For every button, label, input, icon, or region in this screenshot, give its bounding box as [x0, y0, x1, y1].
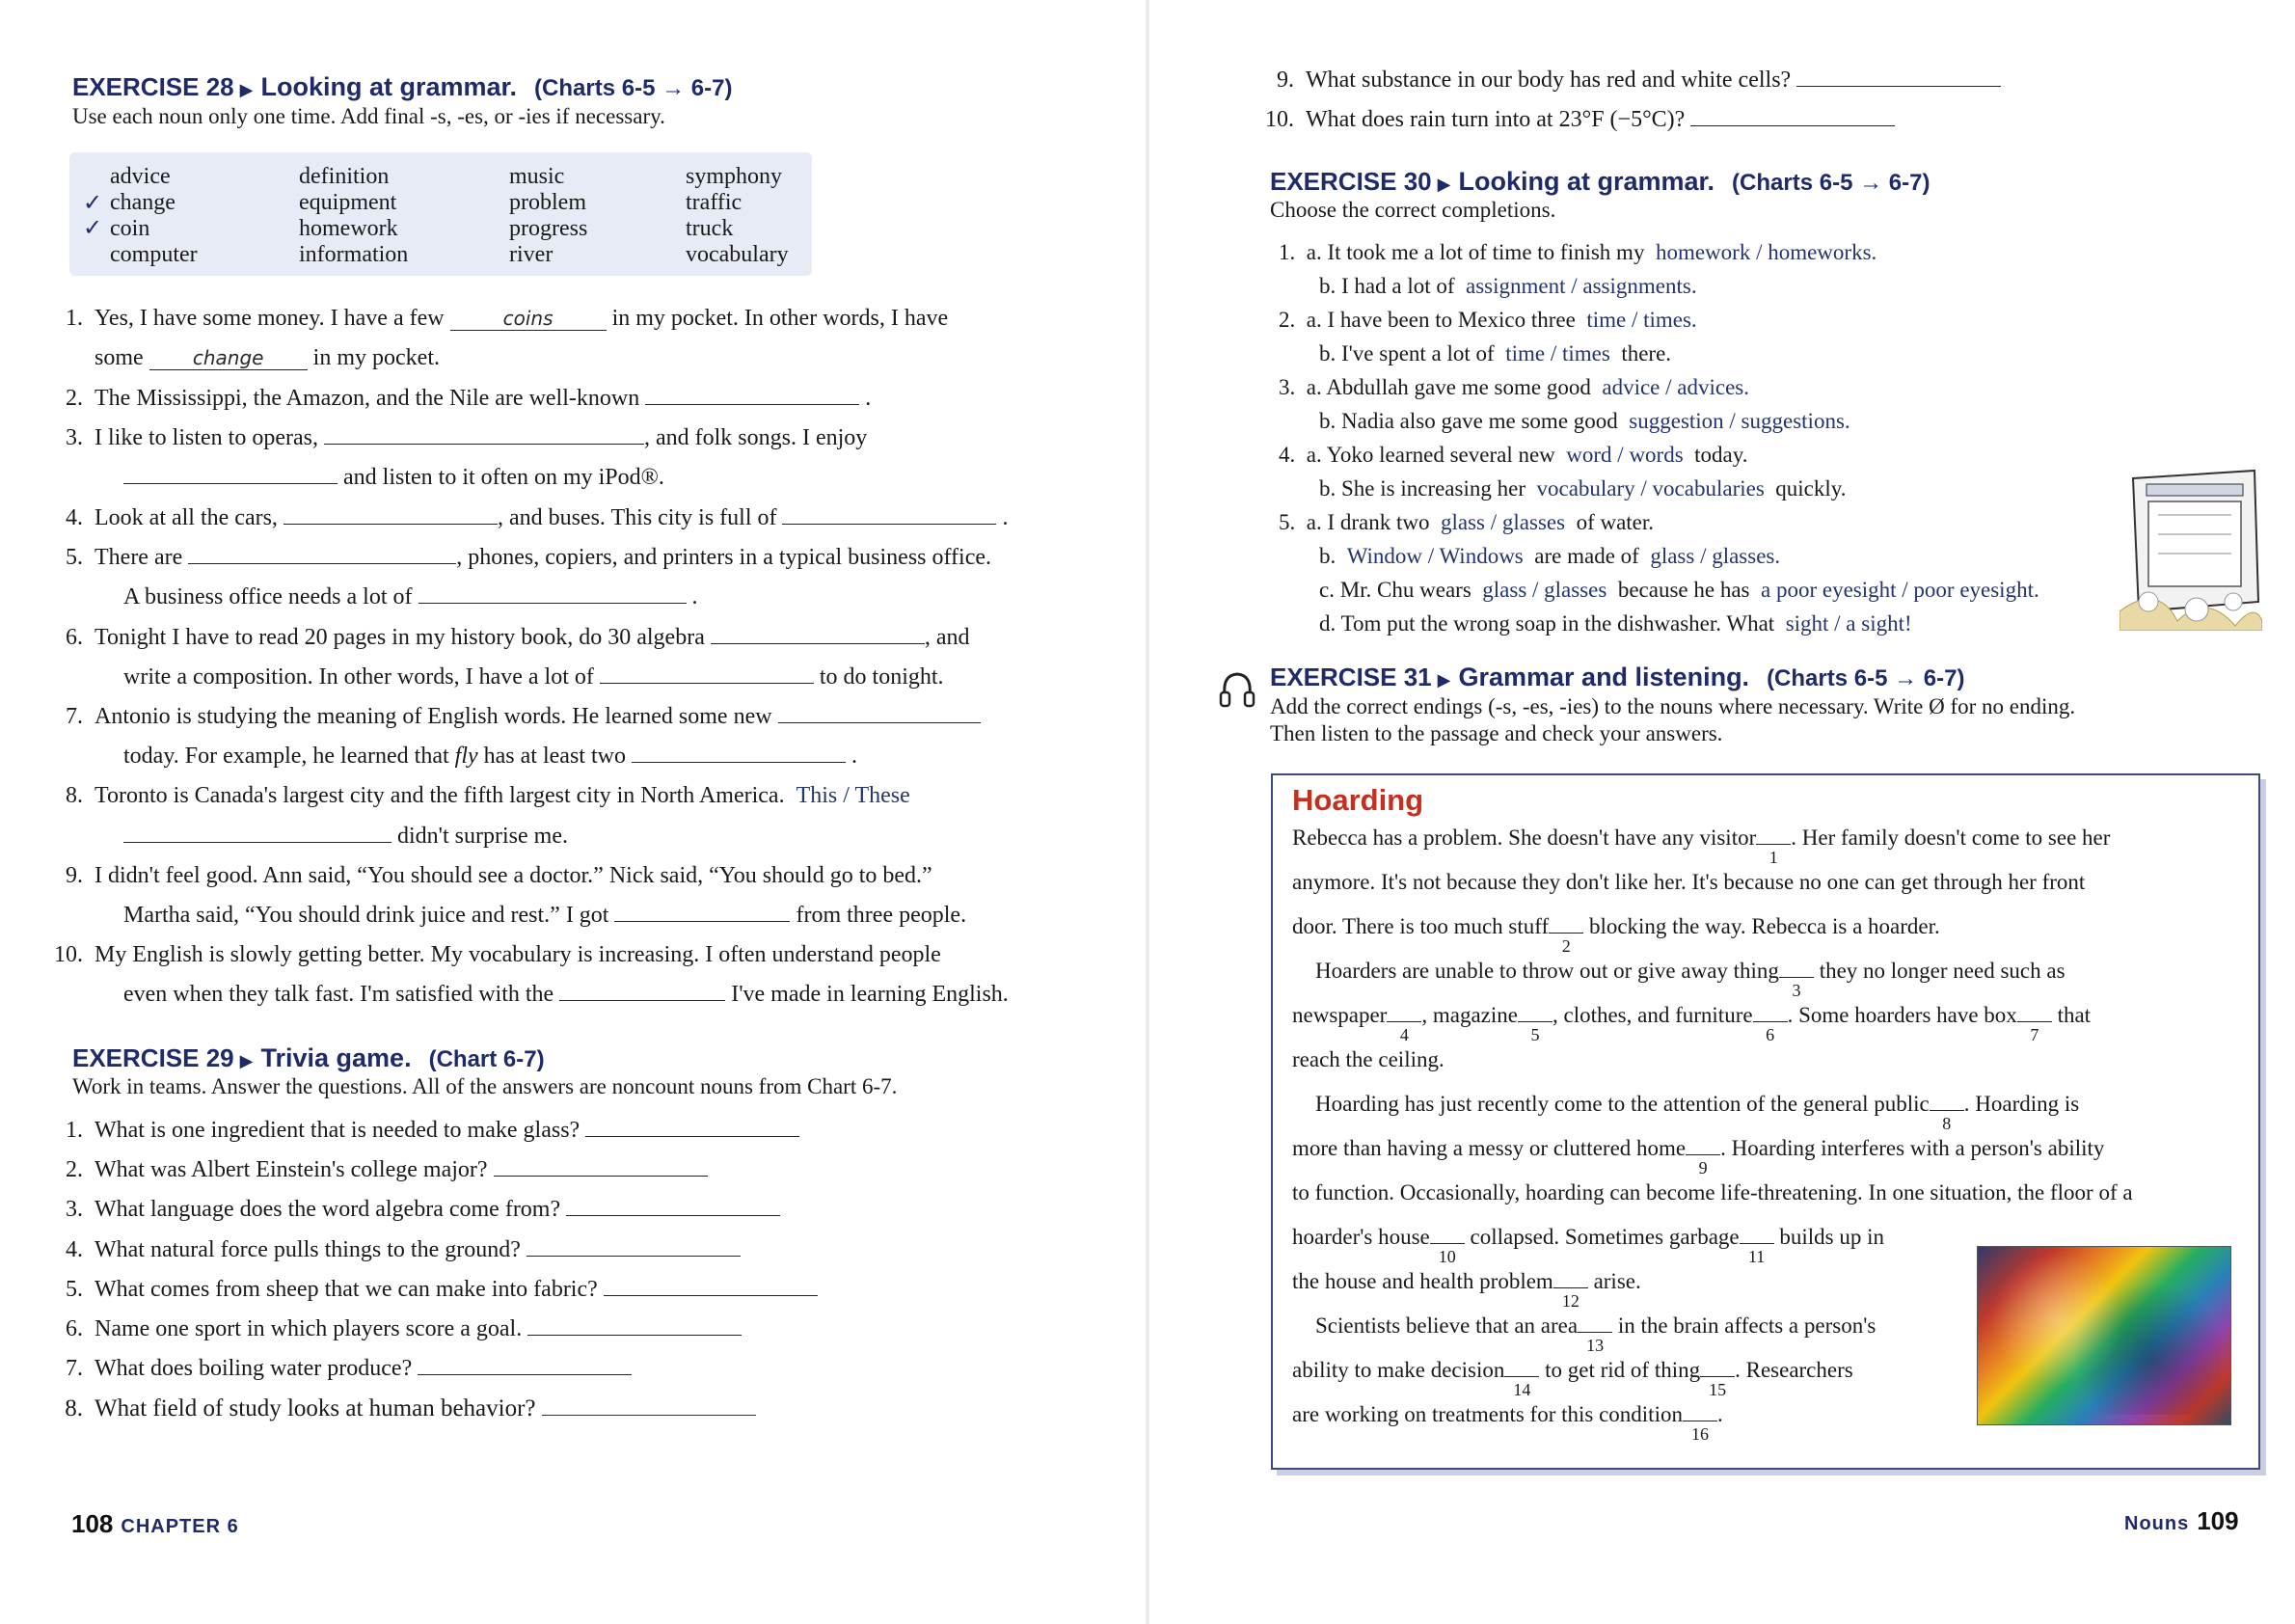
item-text: of water. — [1576, 510, 1655, 534]
page-footer — [2124, 1506, 2239, 1536]
passage-text: . Hoarding interferes with a person's ability — [1720, 1136, 2105, 1160]
exercise-title: Looking at grammar. — [260, 72, 518, 101]
chapter-label: Nouns — [2124, 1513, 2190, 1534]
item-number: 5. — [66, 1277, 83, 1302]
passage-line: reach the ceiling. — [1292, 1047, 1444, 1071]
exercise-29-instruction: Work in teams. Answer the questions. All of the answers are noncount nouns from Chart 6-7. — [72, 1074, 898, 1098]
passage-text: hoarder's house — [1292, 1225, 1430, 1249]
item-number: 10. — [1265, 107, 1294, 132]
trivia-question — [54, 1356, 632, 1382]
exercise-28-item-6-cont — [123, 664, 944, 690]
passage-text: Rebecca has a problem. She doesn't have any visitor — [1292, 826, 1757, 850]
item-text: has at least two — [483, 744, 626, 769]
answer-blank[interactable] — [1387, 1004, 1421, 1044]
answer-blank[interactable] — [645, 387, 859, 405]
word-box-word: coin — [110, 216, 150, 241]
page-footer — [71, 1509, 239, 1539]
answer-blank[interactable] — [566, 1198, 780, 1216]
passage-line — [1292, 1402, 1723, 1444]
exercise-number: EXERCISE 28 — [72, 72, 234, 101]
trivia-question — [1265, 68, 2001, 94]
trivia-question — [1265, 107, 1895, 133]
answer-blank[interactable] — [1549, 915, 1583, 956]
item-number: 3. — [66, 425, 83, 450]
item-text: a. I have been to Mexico three — [1306, 308, 1576, 332]
item-text: What substance in our body has red and white cells? — [1306, 68, 1792, 93]
passage-text: . Her family doesn't come to see her — [1791, 826, 2111, 850]
trivia-question — [54, 1197, 780, 1223]
choice-option[interactable]: word / words — [1566, 443, 1684, 467]
answer-blank[interactable] — [284, 506, 498, 525]
item-text: some — [94, 345, 144, 370]
exercise-28-item-7 — [54, 704, 981, 730]
exercise-charts: (Charts 6-5 → 6-7) — [1767, 665, 1965, 691]
exercise-29-heading — [72, 1043, 545, 1073]
exercise-30-item — [1319, 544, 1780, 569]
passage-text: Scientists believe that an area — [1315, 1313, 1579, 1338]
page-number: 109 — [2197, 1506, 2239, 1535]
passage-text: , magazine — [1421, 1003, 1518, 1027]
word-box-word: change — [110, 190, 176, 215]
blank-number: 5 — [1530, 1025, 1540, 1044]
passage-text: ability to make decision — [1292, 1358, 1505, 1382]
answer-blank[interactable] — [1700, 1359, 1735, 1399]
triangle-icon: ▶ — [239, 80, 254, 99]
passage-title: Hoarding — [1292, 783, 1424, 817]
item-text: What comes from sheep that we can make into fabric? — [94, 1277, 598, 1302]
answer-blank[interactable] — [2017, 1004, 2052, 1044]
answer-blank[interactable] — [1779, 960, 1814, 1000]
item-text: Antonio is studying the meaning of English words. He learned some new — [94, 704, 772, 729]
answer-blank[interactable] — [1753, 1004, 1788, 1044]
answer-blank[interactable] — [1504, 1359, 1539, 1399]
passage-line: anymore. It's not because they don't like her. It's because no one can get through her front — [1292, 870, 2086, 894]
exercise-charts: (Chart 6-7) — [428, 1046, 545, 1072]
item-text: , phones, copiers, and printers in a typical business office. — [456, 545, 992, 570]
blank-number: 11 — [1747, 1247, 1766, 1266]
trivia-question — [54, 1237, 741, 1263]
item-number: 3. — [1279, 375, 1296, 399]
answer-blank[interactable] — [527, 1317, 742, 1336]
exercise-30-heading — [1270, 167, 1930, 197]
item-text: Toronto is Canada's largest city and the fifth largest city in North America. — [94, 783, 785, 808]
answer-blank[interactable] — [1690, 108, 1895, 126]
blank-number: 14 — [1513, 1380, 1531, 1399]
item-text: b. Nadia also gave me some good — [1319, 409, 1618, 433]
item-number: 2. — [66, 386, 83, 411]
passage-line — [1292, 1358, 1853, 1399]
item-text: a. Abdullah gave me some good — [1306, 375, 1591, 399]
dishwasher-illustration — [2120, 467, 2262, 631]
passage-text: the house and health problem — [1292, 1269, 1553, 1293]
item-text: What language does the word algebra come from? — [94, 1197, 561, 1222]
item-text: , and folk songs. I enjoy — [643, 425, 868, 450]
choice-option[interactable]: advice / advices. — [1602, 375, 1749, 399]
item-text: Martha said, “You should drink juice and rest.” I got — [123, 903, 609, 928]
answer-blank[interactable] — [782, 506, 996, 525]
item-number: 8. — [65, 1395, 83, 1421]
passage-text: door. There is too much stuff — [1292, 914, 1550, 938]
exercise-28-item-3-cont — [123, 465, 664, 491]
choice-option[interactable]: glass / glasses — [1482, 578, 1607, 602]
answer-blank[interactable] — [1740, 1226, 1774, 1266]
blank-number: 8 — [1942, 1114, 1952, 1133]
answer-blank[interactable] — [711, 626, 925, 644]
passage-text: Hoarders are unable to throw out or give away thing — [1315, 959, 1779, 983]
exercise-31-heading — [1270, 663, 1964, 692]
answer-blank[interactable] — [526, 1238, 741, 1257]
passage-line — [1292, 1136, 2105, 1177]
item-text: I like to listen to operas, — [94, 425, 318, 450]
exercise-28-item-9-cont — [123, 903, 966, 929]
passage-line — [1315, 959, 2066, 1000]
item-text: My English is slowly getting better. My vocabulary is increasing. I often understand people — [94, 942, 941, 967]
exercise-30-item — [1319, 274, 1697, 299]
answer-blank[interactable] — [632, 744, 846, 763]
item-text: What is one ingredient that is needed to make glass? — [94, 1118, 580, 1143]
exercise-28-item-8 — [54, 783, 910, 809]
triangle-icon: ▶ — [1437, 175, 1451, 194]
blank-number: 7 — [2030, 1025, 2039, 1044]
item-text: from three people. — [796, 903, 967, 928]
exercise-30-item — [1279, 308, 1697, 333]
answer-blank[interactable] — [418, 1357, 632, 1375]
item-text: b. I've spent a lot of — [1319, 341, 1495, 365]
passage-text: arise. — [1593, 1269, 1641, 1293]
choice-option[interactable]: time / times. — [1586, 308, 1697, 332]
trivia-question — [54, 1157, 708, 1183]
item-text: fly — [454, 744, 478, 769]
checkmark-icon: ✓ — [83, 214, 103, 241]
item-number: 7. — [66, 1356, 83, 1381]
blank-number: 15 — [1709, 1380, 1727, 1399]
answer-blank[interactable] — [1518, 1004, 1552, 1044]
passage-line — [1292, 1269, 1641, 1311]
item-number: 6. — [66, 625, 83, 650]
trivia-question — [54, 1118, 799, 1144]
item-number: 5. — [1279, 510, 1296, 534]
exercise-30-item — [1319, 409, 1850, 434]
exercise-title: Looking at grammar. — [1458, 167, 1715, 196]
passage-text: in the brain affects a person's — [1617, 1313, 1876, 1338]
item-number: 9. — [66, 863, 83, 888]
passage-text: they no longer need such as — [1819, 959, 2066, 983]
blank-number: 2 — [1561, 936, 1571, 956]
exercise-28-item-9 — [54, 863, 932, 889]
exercise-28-item-4: 4. Look at all the cars, , and buses. This city is full of . — [54, 505, 1008, 531]
answer-blank[interactable] — [614, 904, 790, 922]
passage-text: blocking the way. Rebecca is a hoarder. — [1588, 914, 1940, 938]
blank-number: 9 — [1698, 1158, 1708, 1177]
word-box-word: music — [509, 164, 565, 189]
exercise-28-item-1 — [54, 306, 948, 332]
item-text: today. — [1694, 443, 1748, 467]
item-number: 10. — [54, 942, 83, 967]
choice-option[interactable]: Window / Windows — [1346, 544, 1524, 568]
exercise-28-item-10 — [54, 942, 941, 968]
passage-text: are working on treatments for this condition — [1292, 1402, 1683, 1426]
item-text: , and buses. This city is full of — [497, 505, 777, 530]
answer-blank[interactable] — [123, 466, 338, 484]
item-text: a. I drank two — [1306, 510, 1430, 534]
exercise-28-item-5-cont: A business office needs a lot of . — [123, 584, 698, 609]
passage-line: to function. Occasionally, hoarding can become life-threatening. In one situation, the floor of a — [1292, 1180, 2133, 1204]
passage-text: , clothes, and furniture — [1552, 1003, 1753, 1027]
word-box-word: progress — [509, 216, 588, 241]
passage-text: . Researchers — [1735, 1358, 1853, 1382]
item-text: in my pocket. — [312, 345, 440, 370]
exercise-charts: (Charts 6-5 → 6-7) — [1732, 170, 1930, 196]
item-number: 4. — [66, 1237, 83, 1262]
item-text: even when they talk fast. I'm satisfied with the — [123, 982, 554, 1007]
answer-blank[interactable] — [418, 585, 687, 604]
item-text: a. Yoko learned several new — [1306, 443, 1555, 467]
item-number: 7. — [66, 704, 83, 729]
passage-text: . Some hoarders have box — [1787, 1003, 2017, 1027]
headphones-icon[interactable] — [1219, 669, 1256, 712]
right-page — [1148, 0, 2295, 1624]
choice-option[interactable]: homework / homeworks. — [1655, 240, 1877, 264]
passage-text: to get rid of thing — [1545, 1358, 1701, 1382]
answer-blank[interactable] — [1578, 1314, 1612, 1355]
exercise-28-item-7-cont: today. For example, he learned that fly has at least two . — [123, 744, 857, 769]
exercise-charts: (Charts 6-5 → 6-7) — [534, 75, 733, 101]
answer-blank[interactable] — [585, 1119, 799, 1137]
exercise-28-item-5 — [54, 545, 991, 571]
answer-blank[interactable] — [324, 426, 644, 445]
item-text: Name one sport in which players score a goal. — [94, 1316, 523, 1341]
item-text: d. Tom put the wrong soap in the dishwasher. What — [1319, 611, 1775, 636]
item-text: are made of — [1534, 544, 1639, 568]
word-box-word: equipment — [299, 190, 397, 215]
choice-option[interactable]: assignment / assignments. — [1466, 274, 1697, 298]
answer-blank[interactable]: coins — [450, 307, 607, 331]
passage-text: newspaper — [1292, 1003, 1388, 1027]
word-box-word: traffic — [686, 190, 742, 215]
blank-number: 1 — [1768, 848, 1778, 867]
word-box-word: advice — [110, 164, 171, 189]
item-text: c. Mr. Chu wears — [1319, 578, 1472, 602]
exercise-31-instruction: Add the correct endings (-s, -es, -ies) to the nouns where necessary. Write Ø for no ending. — [1270, 694, 2076, 718]
item-text: b. I had a lot of — [1319, 274, 1455, 298]
item-number: 4. — [1279, 443, 1296, 467]
item-number: 1. — [66, 306, 83, 331]
item-text: , and — [924, 625, 970, 650]
exercise-30-instruction: Choose the correct completions. — [1270, 198, 1556, 222]
item-number: 4. — [66, 505, 83, 530]
answer-blank[interactable] — [1553, 1270, 1588, 1311]
passage-text: that — [2057, 1003, 2092, 1027]
choice-option[interactable]: This / These — [796, 783, 910, 808]
item-text: There are — [94, 545, 183, 570]
exercise-30-item — [1319, 476, 1847, 501]
answer-blank[interactable] — [1796, 68, 2001, 87]
item-text: What was Albert Einstein's college major? — [94, 1157, 488, 1182]
hoarding-passage-box — [1271, 773, 2260, 1470]
word-box-word: river — [509, 242, 554, 267]
choice-option[interactable]: sight / a sight! — [1785, 611, 1912, 636]
exercise-30-item — [1319, 341, 1671, 366]
choice-option[interactable]: glass / glasses — [1441, 510, 1566, 534]
passage-line — [1315, 1092, 2080, 1133]
item-number: 9. — [1277, 68, 1294, 93]
answer-blank[interactable]: change — [149, 346, 308, 370]
exercise-number: EXERCISE 29 — [72, 1043, 234, 1072]
answer-blank[interactable] — [559, 983, 725, 1001]
checkmark-icon: ✓ — [83, 189, 103, 216]
item-text: What field of study looks at human behavior? — [94, 1395, 536, 1421]
choice-option[interactable]: vocabulary / vocabularies — [1536, 476, 1765, 501]
blank-number: 6 — [1766, 1025, 1775, 1044]
exercise-number: EXERCISE 31 — [1270, 663, 1432, 691]
item-text: a. It took me a lot of time to finish my — [1306, 240, 1645, 264]
answer-blank[interactable] — [1683, 1403, 1717, 1444]
answer-blank[interactable] — [188, 546, 456, 564]
passage-text: more than having a messy or cluttered home — [1292, 1136, 1687, 1160]
passage-text: . — [1716, 1402, 1723, 1426]
item-text: in my pocket. In other words, I have — [611, 306, 949, 331]
choice-option[interactable]: suggestion / suggestions. — [1629, 409, 1850, 433]
item-text: there. — [1621, 341, 1672, 365]
answer-blank[interactable] — [600, 665, 814, 684]
passage-line — [1315, 1313, 1876, 1355]
page-number: 108 — [71, 1509, 114, 1538]
answer-blank[interactable] — [542, 1397, 756, 1416]
word-box-word: vocabulary — [686, 242, 789, 267]
item-number: 1. — [1279, 240, 1296, 264]
chapter-label: CHAPTER 6 — [121, 1516, 239, 1537]
item-text: and listen to it often on my iPod®. — [343, 465, 664, 490]
item-text: b. She is increasing her — [1319, 476, 1526, 501]
exercise-title: Grammar and listening. — [1458, 663, 1750, 691]
blank-number: 10 — [1438, 1247, 1456, 1266]
exercise-title: Trivia game. — [260, 1043, 412, 1072]
exercise-28-item-10-cont — [123, 982, 1009, 1008]
item-text: What does rain turn into at 23°F (−5°C)? — [1306, 107, 1686, 132]
passage-text: Hoarding has just recently come to the attention of the general public — [1315, 1092, 1930, 1116]
blank-number: 4 — [1399, 1025, 1409, 1044]
exercise-28-item-2: 2. The Mississippi, the Amazon, and the Nile are well-known . — [54, 386, 871, 412]
exercise-28-item-6 — [54, 625, 970, 651]
item-text: b. — [1319, 544, 1336, 568]
exercise-30-item — [1279, 510, 1654, 535]
exercise-30-item — [1319, 611, 1912, 636]
trivia-question — [54, 1395, 756, 1422]
exercise-28-item-3 — [54, 425, 867, 451]
item-text: didn't surprise me. — [397, 824, 568, 849]
blank-number: 13 — [1586, 1336, 1605, 1355]
passage-text: collapsed. Sometimes garbage — [1470, 1225, 1740, 1249]
choice-option[interactable]: time / times — [1505, 341, 1610, 365]
item-text: Look at all the cars, — [94, 505, 278, 530]
word-box-word: homework — [299, 216, 398, 241]
item-text: today. For example, he learned that — [123, 744, 449, 769]
word-box-word: symphony — [686, 164, 783, 189]
answer-blank[interactable] — [1430, 1226, 1465, 1266]
item-number: 5. — [66, 545, 83, 570]
answer-blank[interactable] — [1930, 1093, 1964, 1133]
item-text: quickly. — [1775, 476, 1847, 501]
item-text: I've made in learning English. — [731, 982, 1009, 1007]
passage-line — [1292, 1003, 2092, 1044]
item-text: write a composition. In other words, I have a lot of — [123, 664, 594, 690]
item-number: 8. — [66, 783, 83, 808]
word-box-word: computer — [110, 242, 198, 267]
item-number: 2. — [1279, 308, 1296, 332]
exercise-28-heading — [72, 72, 732, 102]
word-box-word: truck — [686, 216, 734, 241]
blank-number: 3 — [1792, 981, 1801, 1000]
passage-text: builds up in — [1779, 1225, 1884, 1249]
item-text: What does boiling water produce? — [94, 1356, 413, 1381]
item-text: A business office needs a lot of — [123, 584, 413, 609]
exercise-30-item — [1279, 375, 1749, 400]
choice-option[interactable]: a poor eyesight / poor eyesight. — [1761, 578, 2039, 602]
blank-number: 12 — [1561, 1291, 1580, 1311]
answer-blank[interactable] — [123, 825, 392, 843]
passage-text: . Hoarding is — [1963, 1092, 2080, 1116]
exercise-28-item-1-cont — [94, 345, 440, 371]
item-text: Yes, I have some money. I have a few — [94, 306, 445, 331]
item-text: What natural force pulls things to the ground? — [94, 1237, 521, 1262]
passage-line — [1292, 1225, 1884, 1266]
hoarding-photo — [1977, 1246, 2231, 1425]
exercise-31-instruction: Then listen to the passage and check your answers. — [1270, 721, 1723, 745]
item-number: 3. — [66, 1197, 83, 1222]
exercise-number: EXERCISE 30 — [1270, 167, 1432, 196]
exercise-28-item-8-cont — [123, 824, 568, 850]
answer-blank[interactable] — [1686, 1137, 1720, 1177]
word-box-word: problem — [509, 190, 586, 215]
exercise-28-instruction: Use each noun only one time. Add final -s, -es, or -ies if necessary. — [72, 104, 665, 128]
trivia-question — [54, 1316, 742, 1342]
triangle-icon: ▶ — [239, 1051, 254, 1070]
item-number: 6. — [66, 1316, 83, 1341]
answer-blank[interactable] — [494, 1158, 708, 1177]
blank-number: 16 — [1690, 1424, 1709, 1444]
item-text: because he has — [1617, 578, 1750, 602]
item-text: I didn't feel good. Ann said, “You should see a doctor.” Nick said, “You should go to bed.” — [94, 863, 932, 888]
item-number: 2. — [66, 1157, 83, 1182]
word-box-word: definition — [299, 164, 390, 189]
passage-line — [1292, 914, 1940, 956]
passage-line — [1292, 826, 2111, 867]
exercise-30-item — [1319, 578, 2039, 603]
exercise-30-item — [1279, 240, 1876, 265]
word-box-word: information — [299, 242, 409, 267]
item-text: The Mississippi, the Amazon, and the Nile are well-known — [94, 386, 640, 411]
item-text: Tonight I have to read 20 pages in my history book, do 30 algebra — [94, 625, 705, 650]
trivia-question — [54, 1277, 818, 1303]
answer-blank[interactable] — [1756, 826, 1791, 867]
item-text: to do tonight. — [819, 664, 944, 690]
answer-blank[interactable] — [604, 1278, 818, 1296]
choice-option[interactable]: glass / glasses. — [1650, 544, 1781, 568]
triangle-icon: ▶ — [1437, 670, 1451, 690]
answer-blank[interactable] — [778, 705, 981, 723]
exercise-30-item — [1279, 443, 1748, 468]
item-number: 1. — [66, 1118, 83, 1143]
